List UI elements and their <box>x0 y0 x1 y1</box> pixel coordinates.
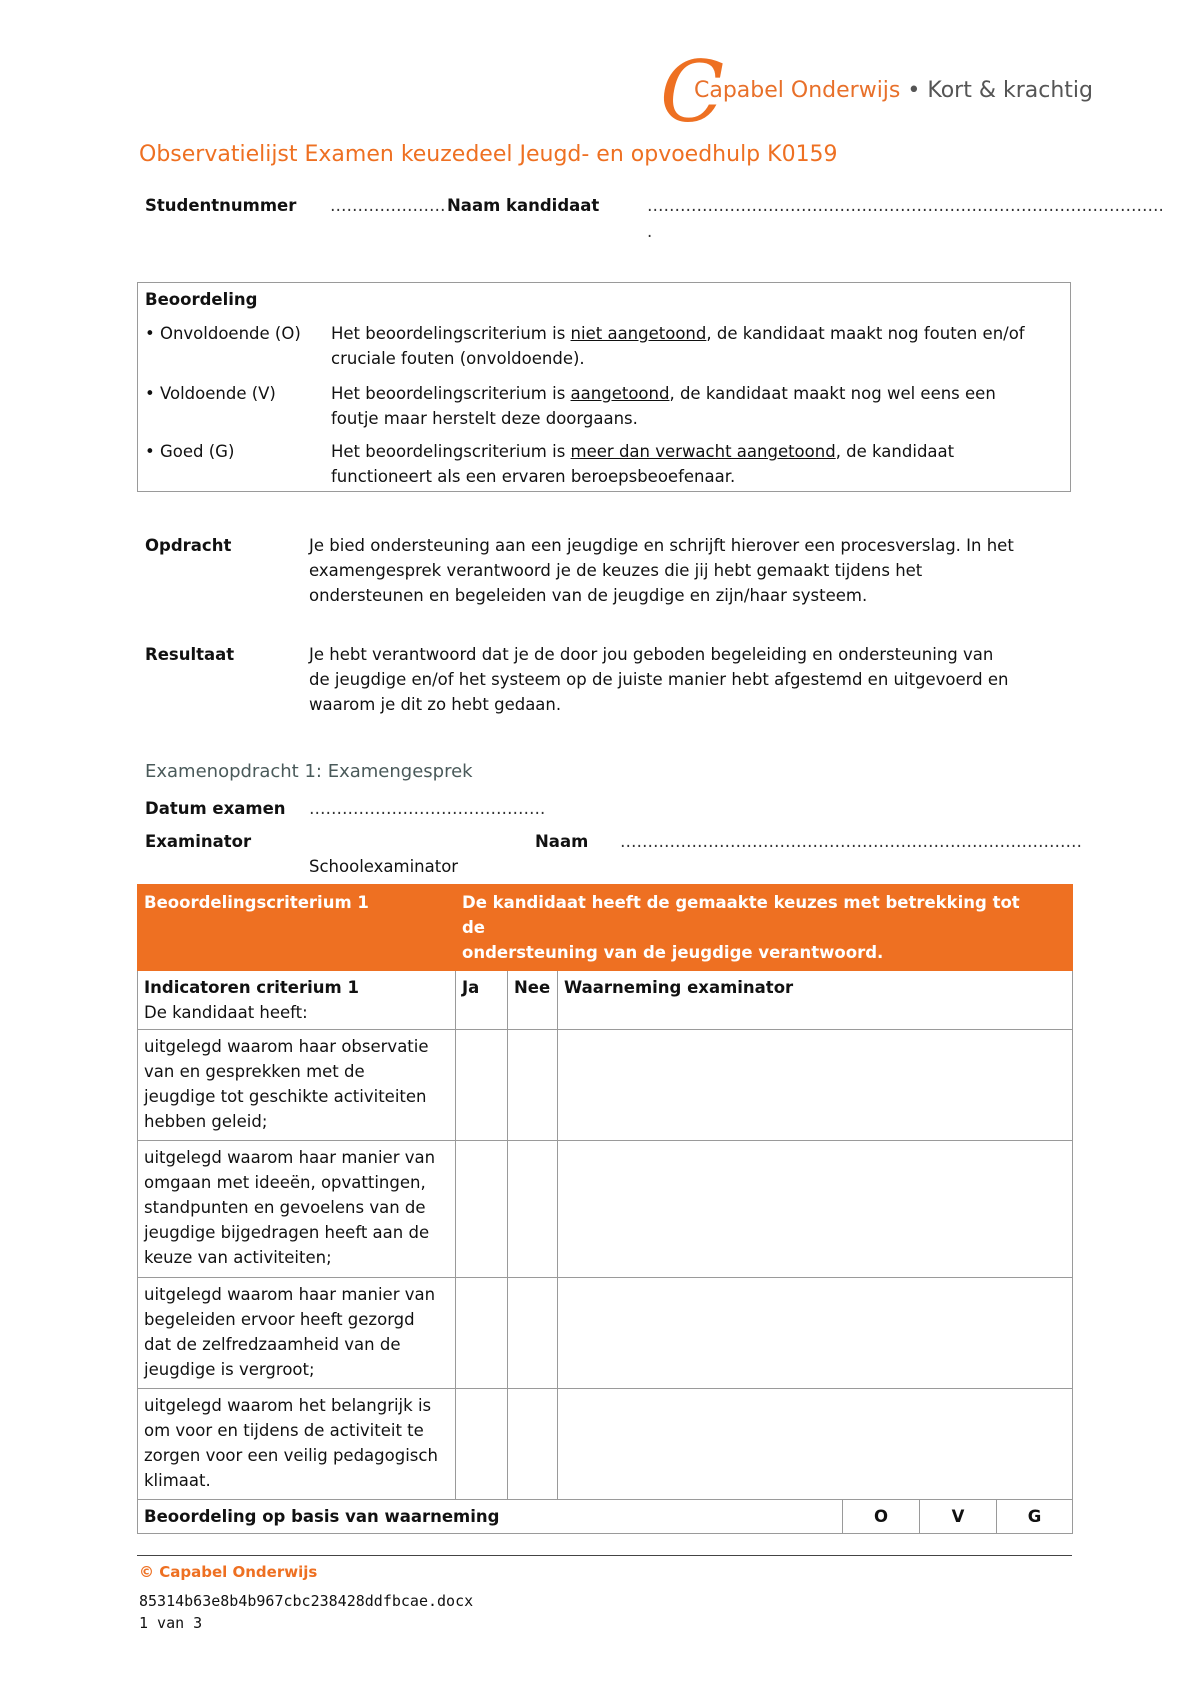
grade-onvoldoende-description <box>331 321 1066 371</box>
logo-text <box>694 76 1093 106</box>
datum-examen-field[interactable]: ……………………………………. <box>309 799 546 818</box>
table-row <box>138 1030 1073 1141</box>
indicator-line: dat de zelfredzaamheid van de <box>144 1335 401 1354</box>
indicator-line: hebben geleid; <box>144 1112 268 1131</box>
criteria-table <box>137 884 1073 1534</box>
grade-g-option[interactable]: G <box>997 1500 1073 1534</box>
indicator-line: standpunten en gevoelens van de <box>144 1198 426 1217</box>
student-number-label: Studentnummer <box>145 196 297 215</box>
ja-cell[interactable] <box>456 1141 508 1278</box>
logo-mark: C <box>660 43 725 141</box>
resultaat-text <box>309 642 1079 717</box>
column-ja: Ja <box>456 971 508 1030</box>
indicator-line: uitgelegd waarom haar observatie <box>144 1037 429 1056</box>
grade-voldoende-key: aangetoond <box>570 384 670 403</box>
column-nee: Nee <box>508 971 558 1030</box>
grade-voldoende-description <box>331 381 1066 431</box>
indicator-line: uitgelegd waarom het belangrijk is <box>144 1396 432 1415</box>
examinator-naam-field[interactable]: ………………………………………………………………………… <box>620 832 1082 851</box>
grading-legend-box <box>137 282 1071 492</box>
schoolexaminator-label: Schoolexaminator <box>309 857 459 876</box>
final-grade-label: Beoordeling op basis van waarneming <box>138 1500 843 1534</box>
indicator-line: omgaan met ideeën, opvattingen, <box>144 1173 426 1192</box>
criterium-text-line: De kandidaat heeft de gemaakte keuzes met betrekking tot <box>462 893 1020 912</box>
indicator-cell <box>138 1141 456 1278</box>
grade-voldoende-text-line2: foutje maar herstelt deze doorgaans. <box>331 409 638 428</box>
document-title: Observatielijst Examen keuzedeel Jeugd- en opvoedhulp K0159 <box>139 142 838 167</box>
grade-o-option[interactable]: O <box>843 1500 920 1534</box>
waarneming-cell[interactable] <box>558 1278 1073 1389</box>
examenopdracht-heading: Examenopdracht 1: Examengesprek <box>145 761 473 782</box>
opdracht-line: Je bied ondersteuning aan een jeugdige en schrijft hierover een procesverslag. In het <box>309 536 1014 555</box>
nee-cell[interactable] <box>508 1278 558 1389</box>
column-waarneming: Waarneming examinator <box>558 971 1073 1030</box>
indicators-header-cell <box>138 971 456 1030</box>
indicator-line: zorgen voor een veilig pedagogisch <box>144 1446 438 1465</box>
indicator-cell <box>138 1389 456 1500</box>
grade-onvoldoende-key: niet aangetoond <box>570 324 707 343</box>
grade-onvoldoende-text-end: , de kandidaat maakt nog fouten en/of <box>706 324 1025 343</box>
grade-goed-label: • Goed (G) <box>145 442 235 461</box>
waarneming-cell[interactable] <box>558 1030 1073 1141</box>
grade-v-option[interactable]: V <box>920 1500 997 1534</box>
footer-filename: 85314b63e8b4b967cbc238428ddfbcae.docx <box>139 1592 474 1610</box>
indicator-line: om voor en tijdens de activiteit te <box>144 1421 424 1440</box>
criterium-label-cell <box>138 885 456 971</box>
grade-voldoende-text: Het beoordelingscriterium is <box>331 384 571 403</box>
logo-tagline: Kort & krachtig <box>927 78 1093 103</box>
student-number-field[interactable]: ………………… <box>330 196 446 215</box>
candidate-name-field[interactable]: …………………………………………………………………………………. <box>647 196 1164 215</box>
waarneming-cell[interactable] <box>558 1141 1073 1278</box>
indicator-line: van en gesprekken met de <box>144 1062 365 1081</box>
table-row <box>138 1278 1073 1389</box>
ja-cell[interactable] <box>456 1389 508 1500</box>
indicator-line: keuze van activiteiten; <box>144 1248 332 1267</box>
opdracht-text <box>309 533 1079 608</box>
final-grade-row <box>138 1500 1073 1534</box>
grade-onvoldoende-text: Het beoordelingscriterium is <box>331 324 571 343</box>
grade-goed-text: Het beoordelingscriterium is <box>331 442 571 461</box>
criterium-text-line: ondersteuning van de jeugdige verantwoord. <box>462 943 884 962</box>
footer-page-number: 1 van 3 <box>139 1614 203 1632</box>
indicator-line: jeugdige tot geschikte activiteiten <box>144 1087 427 1106</box>
grade-onvoldoende-text-line2: cruciale fouten (onvoldoende). <box>331 349 585 368</box>
grade-goed-key: meer dan verwacht aangetoond <box>570 442 836 461</box>
examinator-naam-label: Naam <box>535 832 589 851</box>
nee-cell[interactable] <box>508 1389 558 1500</box>
indicator-line: uitgelegd waarom haar manier van <box>144 1285 436 1304</box>
nee-cell[interactable] <box>508 1030 558 1141</box>
company-logo <box>660 43 1093 141</box>
footer-copyright: © Capabel Onderwijs <box>139 1563 318 1581</box>
ja-cell[interactable] <box>456 1030 508 1141</box>
resultaat-line: Je hebt verantwoord dat je de door jou geboden begeleiding en ondersteuning van <box>309 645 994 664</box>
opdracht-label: Opdracht <box>145 536 232 555</box>
grade-onvoldoende-label: • Onvoldoende (O) <box>145 324 301 343</box>
grading-legend-heading: Beoordeling <box>145 290 258 309</box>
examinator-label: Examinator <box>145 832 252 851</box>
criterium-label: Beoordelingscriterium 1 <box>144 893 369 912</box>
resultaat-line: waarom je dit zo hebt gedaan. <box>309 695 562 714</box>
grade-voldoende-label: • Voldoende (V) <box>145 384 276 403</box>
grade-goed-text-line2: functioneert als een ervaren beroepsbeoefenaar. <box>331 467 736 486</box>
criterium-text-line: de <box>462 918 486 937</box>
logo-separator: • <box>900 78 928 103</box>
indicator-line: uitgelegd waarom haar manier van <box>144 1148 436 1167</box>
opdracht-line: examengesprek verantwoord je de keuzes die jij hebt gemaakt tijdens het <box>309 561 923 580</box>
indicator-cell <box>138 1278 456 1389</box>
indicators-subheading: De kandidaat heeft: <box>144 1003 308 1022</box>
resultaat-line: de jeugdige en/of het systeem op de juiste manier hebt afgestemd en uitgevoerd en <box>309 670 1009 689</box>
indicator-cell <box>138 1030 456 1141</box>
logo-brand: Capabel Onderwijs <box>694 78 901 103</box>
indicator-line: begeleiden ervoor heeft gezorgd <box>144 1310 415 1329</box>
nee-cell[interactable] <box>508 1141 558 1278</box>
indicators-header-row <box>138 971 1073 1030</box>
criterium-header-row <box>138 885 1073 971</box>
indicator-line: jeugdige bijgedragen heeft aan de <box>144 1223 430 1242</box>
opdracht-line: ondersteunen en begeleiden van de jeugdige en zijn/haar systeem. <box>309 586 868 605</box>
indicator-line: jeugdige is vergroot; <box>144 1360 315 1379</box>
candidate-name-label: Naam kandidaat <box>447 196 600 215</box>
indicator-line: klimaat. <box>144 1471 211 1490</box>
grade-goed-description <box>331 439 1066 489</box>
indicators-heading: Indicatoren criterium 1 <box>144 978 359 997</box>
waarneming-cell[interactable] <box>558 1389 1073 1500</box>
candidate-name-field-continued: . <box>647 222 653 241</box>
grade-voldoende-text-end: , de kandidaat maakt nog wel eens een <box>669 384 996 403</box>
criterium-text-cell <box>456 885 1073 971</box>
ja-cell[interactable] <box>456 1278 508 1389</box>
footer-divider <box>137 1555 1072 1556</box>
table-row <box>138 1141 1073 1278</box>
resultaat-label: Resultaat <box>145 645 235 664</box>
table-row <box>138 1389 1073 1500</box>
grade-goed-text-end: , de kandidaat <box>835 442 955 461</box>
datum-examen-label: Datum examen <box>145 799 286 818</box>
